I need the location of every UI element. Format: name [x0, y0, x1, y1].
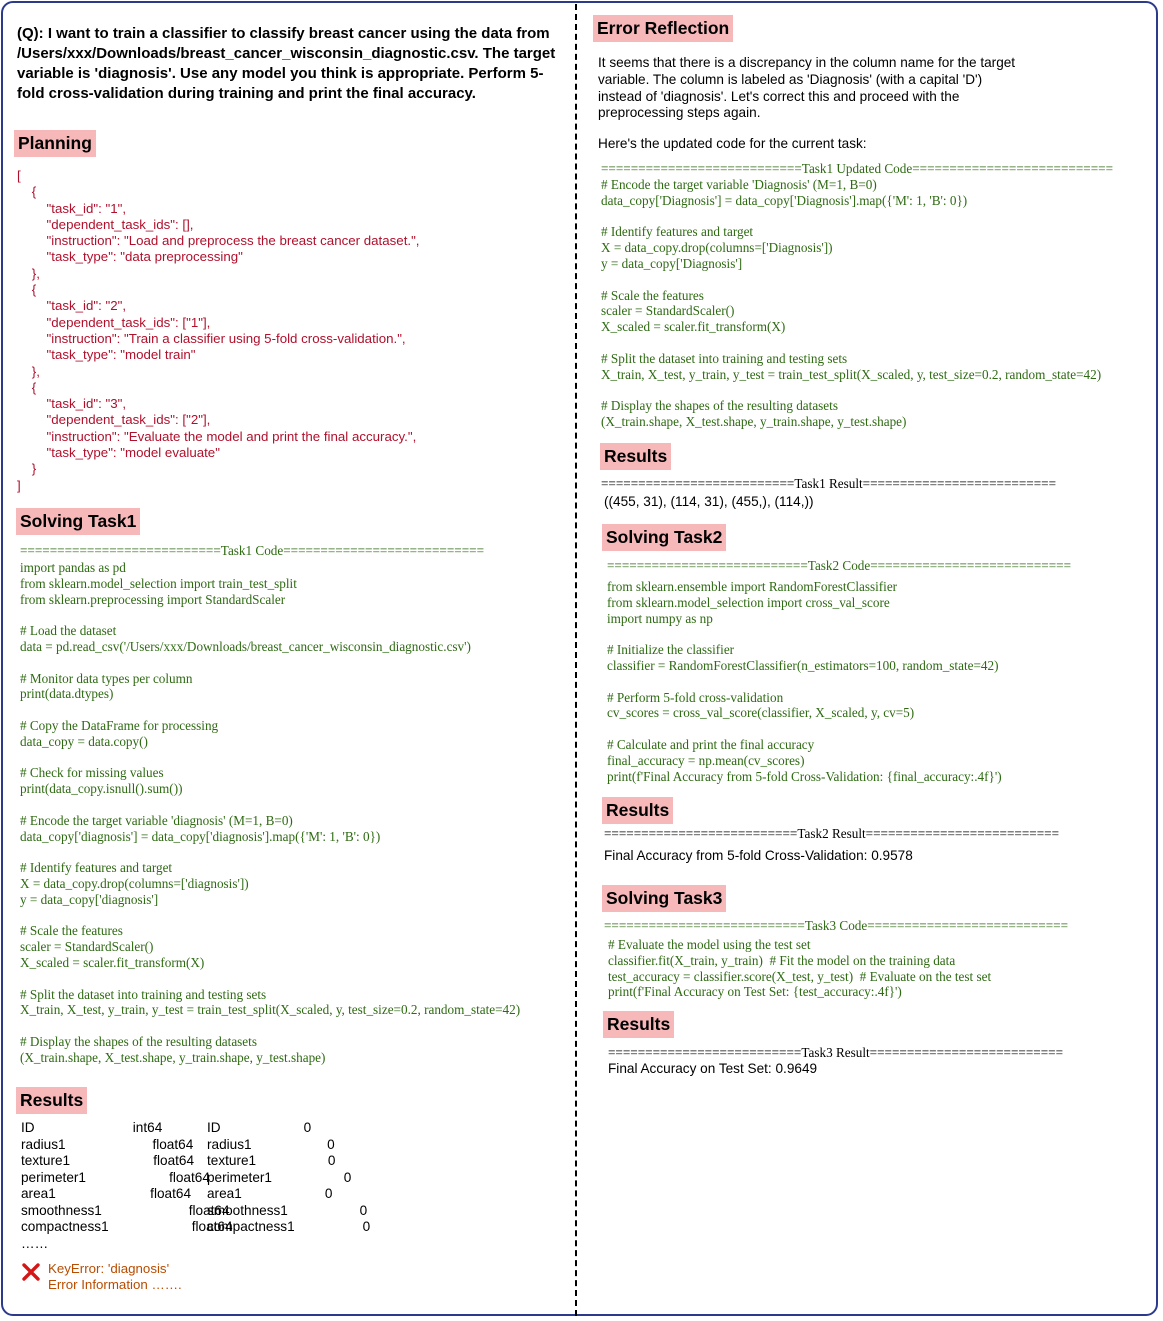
task1-code-rule: ===========================Task1 Code===========================	[20, 543, 485, 558]
error-reflection-heading: Error Reflection	[593, 15, 733, 42]
task2-heading: Solving Task2	[602, 524, 726, 551]
task1-updated-results-heading: Results	[600, 443, 671, 470]
task1-updated-code-rule: ===========================Task1 Updated Code===========================	[601, 161, 1114, 176]
reflection-text: It seems that there is a discrepancy in the column name for the target variable. The column is labeled as 'Diagnosis' (with a capital 'D') instead of 'diagnosis'. Let's correct this and proceed with the preprocessing steps again.	[598, 55, 1016, 121]
task3-result: Final Accuracy on Test Set: 0.9649	[608, 1061, 818, 1076]
error-x-icon	[21, 1262, 41, 1282]
question-text: (Q): I want to train a classifier to classify breast cancer using the data from /Users/xxx/Downloads/breast_cancer_wisconsin_diagnostic.csv. The target variable is 'diagnosis'. Use any model you think is appropriate. Perform 5-fold cross-validation during training and print the final accuracy.	[17, 25, 556, 102]
task3-heading: Solving Task3	[602, 885, 726, 912]
task3-code-rule: ===========================Task3 Code===========================	[604, 918, 1069, 933]
task2-code-rule: ===========================Task2 Code===========================	[607, 558, 1072, 573]
task1-heading: Solving Task1	[16, 508, 140, 535]
task3-code: # Evaluate the model using the test set classifier.fit(X_train, y_train) # Fit the model on the training data test_accuracy = classifier.score(X_test, y_test) # Evaluate on the test set print(f'Final Accuracy on Test Set: {test_accuracy:.4f}')	[608, 937, 992, 1000]
task1-result: ((455, 31), (114, 31), (455,), (114,))	[604, 494, 814, 509]
error-message: KeyError: 'diagnosis'	[48, 1261, 170, 1276]
task3-result-rule: ==========================Task3 Result==========================	[608, 1045, 1064, 1060]
column-divider	[575, 4, 577, 1316]
missing-values-output: ID 0 radius1 0 texture1 0 perimeter1 0 area1 0 smoothness1 0 compactness1 0	[207, 1120, 371, 1234]
planning-json: [ { "task_id": "1", "dependent_task_ids": [], "instruction": "Load and preprocess the breast cancer dataset.", "task_type": "data preprocessing" }, { "task_id": "2", "dependent_task_ids": ["1"], "instruction": "Train a classifier using 5-fold cross-validation.", "task_type": "model train" }, { "task_id": "3", "dependent_task_ids": ["2"], "instruction": "Evaluate the model and print the final accuracy.", "task_type": "model evaluate" } ]	[17, 168, 420, 493]
task2-result-rule: ==========================Task2 Result==========================	[604, 826, 1060, 841]
task1-updated-code: # Encode the target variable 'Diagnosis' (M=1, B=0) data_copy['Diagnosis'] = data_copy['Diagnosis'].map({'M': 1, 'B': 0}) # Identify features and target X = data_copy.drop(columns=['Diagnosis']) y = data_copy['Diagnosis'] # Scale the features scaler = StandardScaler() X_scaled = scaler.fit_transform(X) # Split the dataset into training and testing sets X_train, X_test, y_train, y_test = train_test_split(X_scaled, y, test_size=0.2, random_state=42) # Display the shapes of the resulting datasets (X_train.shape, X_test.shape, y_train.shape, y_test.shape)	[601, 177, 1102, 429]
task2-result: Final Accuracy from 5-fold Cross-Validation: 0.9578	[604, 848, 913, 863]
task2-results-heading: Results	[602, 797, 673, 824]
dtypes-output: ID int64 radius1 float64 texture1 float64 perimeter1 float64 area1 float64 smoothness1 float64 compactness1 float64 ……	[21, 1120, 233, 1251]
error-information: Error Information …….	[48, 1277, 182, 1292]
reflection-lead: Here's the updated code for the current task:	[598, 136, 867, 151]
task3-results-heading: Results	[603, 1011, 674, 1038]
task2-code: from sklearn.ensemble import RandomForestClassifier from sklearn.model_selection import cross_val_score import numpy as np # Initialize the classifier classifier = RandomForestClassifier(n_estimators=100, random_state=42) # Perform 5-fold cross-validation cv_scores = cross_val_score(classifier, X_scaled, y, cv=5) # Calculate and print the final accuracy final_accuracy = np.mean(cv_scores) print(f'Final Accuracy from 5-fold Cross-Validation: {final_accuracy:.4f}')	[607, 579, 1002, 784]
task1-result-rule: ==========================Task1 Result==========================	[601, 476, 1057, 491]
task1-code: import pandas as pd from sklearn.model_selection import train_test_split from sklearn.preprocessing import StandardScaler # Load the dataset data = pd.read_csv('/Users/xxx/Downloads/breast_cancer_wisconsin_diagnostic.csv') # Monitor data types per column print(data.dtypes) # Copy the DataFrame for processing data_copy = data.copy() # Check for missing values print(data_copy.isnull().sum()) # Encode the target variable 'diagnosis' (M=1, B=0) data_copy['diagnosis'] = data_copy['diagnosis'].map({'M': 1, 'B': 0}) # Identify features and target X = data_copy.drop(columns=['diagnosis']) y = data_copy['diagnosis'] # Scale the features scaler = StandardScaler() X_scaled = scaler.fit_transform(X) # Split the dataset into training and testing sets X_train, X_test, y_train, y_test = train_test_split(X_scaled, y, test_size=0.2, random_state=42) # Display the shapes of the resulting datasets (X_train.shape, X_test.shape, y_train.shape, y_test.shape)	[20, 560, 521, 1065]
task1-results-heading: Results	[16, 1087, 87, 1114]
planning-heading: Planning	[14, 130, 96, 157]
